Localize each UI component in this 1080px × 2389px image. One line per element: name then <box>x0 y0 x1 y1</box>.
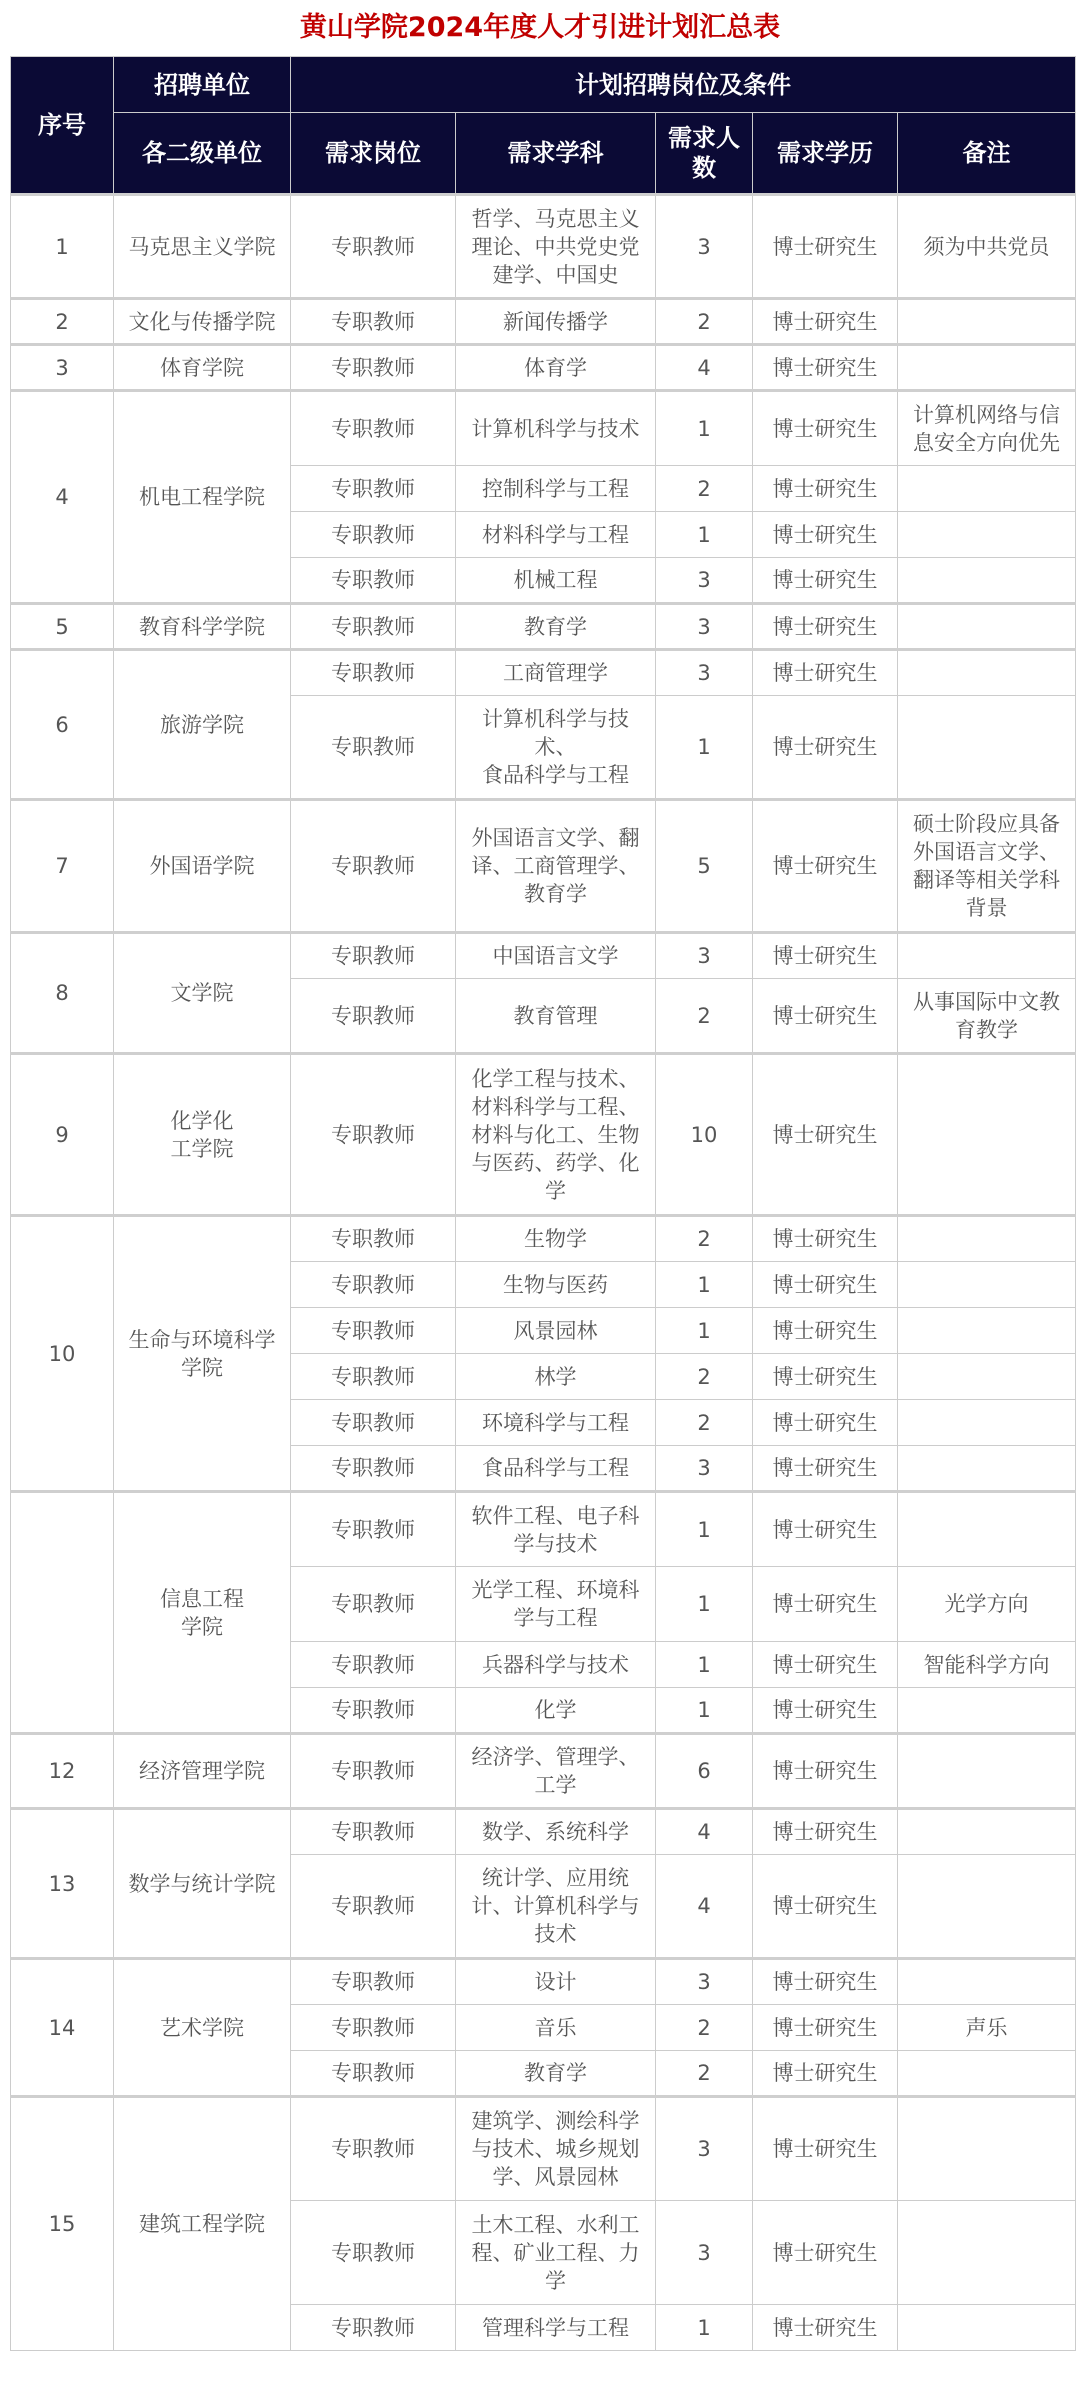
cell-edu: 博士研究生 <box>753 1734 898 1809</box>
cell-edu: 博士研究生 <box>753 1216 898 1262</box>
table-row <box>11 2097 1076 2201</box>
cell-subject: 化学工程与技术、 材料科学与工程、 材料与化工、生物 与医药、药学、化 学 <box>456 1054 656 1216</box>
cell-no: 12 <box>11 1734 114 1809</box>
cell-edu: 博士研究生 <box>753 345 898 391</box>
cell-post: 专职教师 <box>291 933 456 979</box>
cell-count: 1 <box>656 1688 753 1734</box>
cell-count: 3 <box>656 195 753 299</box>
cell-count: 3 <box>656 933 753 979</box>
cell-no: 15 <box>11 2097 114 2351</box>
cell-unit: 文化与传播学院 <box>114 299 291 345</box>
cell-note <box>898 2201 1076 2305</box>
cell-count: 3 <box>656 2201 753 2305</box>
cell-subject: 建筑学、测绘科学 与技术、城乡规划 学、风景园林 <box>456 2097 656 2201</box>
cell-subject: 设计 <box>456 1959 656 2005</box>
cell-no: 3 <box>11 345 114 391</box>
cell-edu: 博士研究生 <box>753 466 898 512</box>
cell-unit: 文学院 <box>114 933 291 1054</box>
cell-note <box>898 466 1076 512</box>
cell-post: 专职教师 <box>291 1308 456 1354</box>
header-edu: 需求学历 <box>753 113 898 195</box>
cell-count: 4 <box>656 1855 753 1959</box>
cell-edu: 博士研究生 <box>753 1855 898 1959</box>
cell-note: 硕士阶段应具备 外国语言文学、 翻译等相关学科 背景 <box>898 800 1076 933</box>
cell-edu: 博士研究生 <box>753 558 898 604</box>
cell-subject: 外国语言文学、翻 译、工商管理学、 教育学 <box>456 800 656 933</box>
cell-note <box>898 299 1076 345</box>
cell-count: 3 <box>656 558 753 604</box>
cell-edu: 博士研究生 <box>753 1492 898 1567</box>
cell-note <box>898 1446 1076 1492</box>
cell-subject: 计算机科学与技术 <box>456 391 656 466</box>
cell-post: 专职教师 <box>291 979 456 1054</box>
cell-unit: 信息工程 学院 <box>114 1492 291 1734</box>
cell-count: 1 <box>656 1262 753 1308</box>
cell-subject: 光学工程、环境科 学与工程 <box>456 1567 656 1642</box>
cell-count: 2 <box>656 2005 753 2051</box>
cell-post: 专职教师 <box>291 1354 456 1400</box>
cell-edu: 博士研究生 <box>753 1567 898 1642</box>
header-count: 需求人 数 <box>656 113 753 195</box>
cell-post: 专职教师 <box>291 1809 456 1855</box>
cell-edu: 博士研究生 <box>753 195 898 299</box>
cell-subject: 统计学、应用统 计、计算机科学与 技术 <box>456 1855 656 1959</box>
table-row <box>11 933 1076 979</box>
cell-note: 智能科学方向 <box>898 1642 1076 1688</box>
table-row <box>11 1492 1076 1567</box>
cell-no <box>11 1492 114 1734</box>
table-row <box>11 800 1076 933</box>
cell-no: 1 <box>11 195 114 299</box>
cell-note <box>898 1400 1076 1446</box>
table-row <box>11 1809 1076 1855</box>
cell-no: 13 <box>11 1809 114 1959</box>
cell-post: 专职教师 <box>291 195 456 299</box>
cell-note <box>898 1308 1076 1354</box>
cell-edu: 博士研究生 <box>753 299 898 345</box>
cell-post: 专职教师 <box>291 1855 456 1959</box>
cell-note <box>898 558 1076 604</box>
cell-subject: 化学 <box>456 1688 656 1734</box>
cell-count: 2 <box>656 1354 753 1400</box>
cell-note <box>898 1855 1076 1959</box>
header-note: 备注 <box>898 113 1076 195</box>
cell-count: 1 <box>656 391 753 466</box>
cell-subject: 管理科学与工程 <box>456 2305 656 2351</box>
cell-subject: 林学 <box>456 1354 656 1400</box>
cell-post: 专职教师 <box>291 2097 456 2201</box>
cell-subject: 中国语言文学 <box>456 933 656 979</box>
cell-subject: 软件工程、电子科 学与技术 <box>456 1492 656 1567</box>
cell-subject: 生物与医药 <box>456 1262 656 1308</box>
cell-edu: 博士研究生 <box>753 2305 898 2351</box>
cell-no: 6 <box>11 650 114 800</box>
table-row <box>11 299 1076 345</box>
cell-post: 专职教师 <box>291 2201 456 2305</box>
cell-count: 3 <box>656 1959 753 2005</box>
cell-note <box>898 2051 1076 2097</box>
cell-subject: 教育学 <box>456 2051 656 2097</box>
cell-note <box>898 1354 1076 1400</box>
cell-edu: 博士研究生 <box>753 2097 898 2201</box>
cell-note <box>898 2305 1076 2351</box>
cell-subject: 生物学 <box>456 1216 656 1262</box>
cell-no: 2 <box>11 299 114 345</box>
cell-edu: 博士研究生 <box>753 604 898 650</box>
cell-post: 专职教师 <box>291 345 456 391</box>
cell-post: 专职教师 <box>291 696 456 800</box>
cell-subject: 教育学 <box>456 604 656 650</box>
cell-edu: 博士研究生 <box>753 1959 898 2005</box>
cell-count: 2 <box>656 466 753 512</box>
cell-unit: 生命与环境科学 学院 <box>114 1216 291 1492</box>
cell-unit: 机电工程学院 <box>114 391 291 604</box>
cell-subject: 控制科学与工程 <box>456 466 656 512</box>
cell-count: 10 <box>656 1054 753 1216</box>
cell-note <box>898 1262 1076 1308</box>
cell-post: 专职教师 <box>291 800 456 933</box>
cell-subject: 兵器科学与技术 <box>456 1642 656 1688</box>
cell-subject: 音乐 <box>456 2005 656 2051</box>
cell-count: 2 <box>656 1216 753 1262</box>
header-no: 序号 <box>11 57 114 195</box>
cell-subject: 风景园林 <box>456 1308 656 1354</box>
cell-note <box>898 2097 1076 2201</box>
cell-subject: 材料科学与工程 <box>456 512 656 558</box>
table-row <box>11 1959 1076 2005</box>
header-plan-group: 计划招聘岗位及条件 <box>291 57 1076 113</box>
cell-no: 5 <box>11 604 114 650</box>
cell-edu: 博士研究生 <box>753 800 898 933</box>
cell-edu: 博士研究生 <box>753 650 898 696</box>
cell-count: 1 <box>656 1492 753 1567</box>
cell-no: 7 <box>11 800 114 933</box>
cell-edu: 博士研究生 <box>753 391 898 466</box>
cell-edu: 博士研究生 <box>753 1054 898 1216</box>
cell-post: 专职教师 <box>291 1054 456 1216</box>
cell-edu: 博士研究生 <box>753 512 898 558</box>
cell-post: 专职教师 <box>291 558 456 604</box>
cell-no: 8 <box>11 933 114 1054</box>
cell-note <box>898 604 1076 650</box>
cell-note <box>898 650 1076 696</box>
cell-count: 1 <box>656 1642 753 1688</box>
table-body <box>11 195 1076 2351</box>
cell-edu: 博士研究生 <box>753 2005 898 2051</box>
cell-post: 专职教师 <box>291 1642 456 1688</box>
cell-note: 须为中共党员 <box>898 195 1076 299</box>
header-unit-group: 招聘单位 <box>114 57 291 113</box>
cell-post: 专职教师 <box>291 604 456 650</box>
page-title: 黄山学院2024年度人才引进计划汇总表 <box>299 12 781 43</box>
cell-count: 2 <box>656 299 753 345</box>
cell-no: 9 <box>11 1054 114 1216</box>
cell-unit: 经济管理学院 <box>114 1734 291 1809</box>
cell-note <box>898 1959 1076 2005</box>
cell-count: 2 <box>656 979 753 1054</box>
cell-unit: 化学化 工学院 <box>114 1054 291 1216</box>
cell-note: 从事国际中文教 育教学 <box>898 979 1076 1054</box>
cell-post: 专职教师 <box>291 1400 456 1446</box>
cell-post: 专职教师 <box>291 650 456 696</box>
cell-subject: 计算机科学与技 术、 食品科学与工程 <box>456 696 656 800</box>
header-post: 需求岗位 <box>291 113 456 195</box>
table-row <box>11 345 1076 391</box>
cell-subject: 环境科学与工程 <box>456 1400 656 1446</box>
table-row <box>11 195 1076 299</box>
cell-post: 专职教师 <box>291 2051 456 2097</box>
cell-subject: 新闻传播学 <box>456 299 656 345</box>
cell-post: 专职教师 <box>291 1446 456 1492</box>
cell-note: 声乐 <box>898 2005 1076 2051</box>
cell-unit: 体育学院 <box>114 345 291 391</box>
cell-count: 3 <box>656 650 753 696</box>
cell-count: 3 <box>656 604 753 650</box>
cell-post: 专职教师 <box>291 512 456 558</box>
cell-edu: 博士研究生 <box>753 1809 898 1855</box>
cell-post: 专职教师 <box>291 1216 456 1262</box>
cell-subject: 教育管理 <box>456 979 656 1054</box>
cell-edu: 博士研究生 <box>753 1354 898 1400</box>
cell-post: 专职教师 <box>291 299 456 345</box>
cell-post: 专职教师 <box>291 1492 456 1567</box>
cell-post: 专职教师 <box>291 1734 456 1809</box>
cell-subject: 工商管理学 <box>456 650 656 696</box>
cell-unit: 马克思主义学院 <box>114 195 291 299</box>
cell-subject: 土木工程、水利工 程、矿业工程、力 学 <box>456 2201 656 2305</box>
cell-note: 光学方向 <box>898 1567 1076 1642</box>
cell-count: 3 <box>656 2097 753 2201</box>
cell-unit: 教育科学学院 <box>114 604 291 650</box>
cell-count: 5 <box>656 800 753 933</box>
cell-count: 3 <box>656 1446 753 1492</box>
cell-edu: 博士研究生 <box>753 1642 898 1688</box>
cell-unit: 旅游学院 <box>114 650 291 800</box>
header-subject: 需求学科 <box>456 113 656 195</box>
table-row <box>11 1734 1076 1809</box>
cell-edu: 博士研究生 <box>753 1688 898 1734</box>
cell-subject: 哲学、马克思主义 理论、中共党史党 建学、中国史 <box>456 195 656 299</box>
cell-note <box>898 1688 1076 1734</box>
cell-note <box>898 1054 1076 1216</box>
cell-edu: 博士研究生 <box>753 1446 898 1492</box>
cell-post: 专职教师 <box>291 1688 456 1734</box>
cell-note: 计算机网络与信 息安全方向优先 <box>898 391 1076 466</box>
cell-note <box>898 1734 1076 1809</box>
cell-post: 专职教师 <box>291 391 456 466</box>
cell-count: 2 <box>656 1400 753 1446</box>
header-unit: 各二级单位 <box>114 113 291 195</box>
cell-unit: 建筑工程学院 <box>114 2097 291 2351</box>
table-row <box>11 1216 1076 1262</box>
cell-note <box>898 1216 1076 1262</box>
cell-count: 1 <box>656 2305 753 2351</box>
recruitment-table <box>10 56 1076 2351</box>
table-row <box>11 391 1076 466</box>
cell-subject: 数学、系统科学 <box>456 1809 656 1855</box>
cell-note <box>898 345 1076 391</box>
cell-count: 2 <box>656 2051 753 2097</box>
table-row <box>11 650 1076 696</box>
cell-subject: 食品科学与工程 <box>456 1446 656 1492</box>
cell-subject: 机械工程 <box>456 558 656 604</box>
cell-count: 1 <box>656 1308 753 1354</box>
cell-post: 专职教师 <box>291 1262 456 1308</box>
cell-edu: 博士研究生 <box>753 2201 898 2305</box>
cell-edu: 博士研究生 <box>753 696 898 800</box>
cell-edu: 博士研究生 <box>753 1308 898 1354</box>
cell-note <box>898 1492 1076 1567</box>
cell-note <box>898 696 1076 800</box>
cell-count: 1 <box>656 512 753 558</box>
cell-edu: 博士研究生 <box>753 1400 898 1446</box>
cell-post: 专职教师 <box>291 466 456 512</box>
cell-subject: 体育学 <box>456 345 656 391</box>
cell-no: 4 <box>11 391 114 604</box>
table-row <box>11 1054 1076 1216</box>
cell-note <box>898 933 1076 979</box>
cell-post: 专职教师 <box>291 1567 456 1642</box>
cell-count: 4 <box>656 1809 753 1855</box>
cell-note <box>898 512 1076 558</box>
cell-edu: 博士研究生 <box>753 979 898 1054</box>
cell-count: 1 <box>656 1567 753 1642</box>
table-row <box>11 604 1076 650</box>
cell-edu: 博士研究生 <box>753 1262 898 1308</box>
cell-post: 专职教师 <box>291 1959 456 2005</box>
cell-no: 10 <box>11 1216 114 1492</box>
cell-edu: 博士研究生 <box>753 2051 898 2097</box>
cell-unit: 数学与统计学院 <box>114 1809 291 1959</box>
cell-count: 6 <box>656 1734 753 1809</box>
cell-count: 1 <box>656 696 753 800</box>
cell-no: 14 <box>11 1959 114 2097</box>
cell-subject: 经济学、管理学、 工学 <box>456 1734 656 1809</box>
cell-count: 4 <box>656 345 753 391</box>
cell-post: 专职教师 <box>291 2305 456 2351</box>
cell-edu: 博士研究生 <box>753 933 898 979</box>
cell-unit: 外国语学院 <box>114 800 291 933</box>
cell-note <box>898 1809 1076 1855</box>
cell-unit: 艺术学院 <box>114 1959 291 2097</box>
cell-post: 专职教师 <box>291 2005 456 2051</box>
